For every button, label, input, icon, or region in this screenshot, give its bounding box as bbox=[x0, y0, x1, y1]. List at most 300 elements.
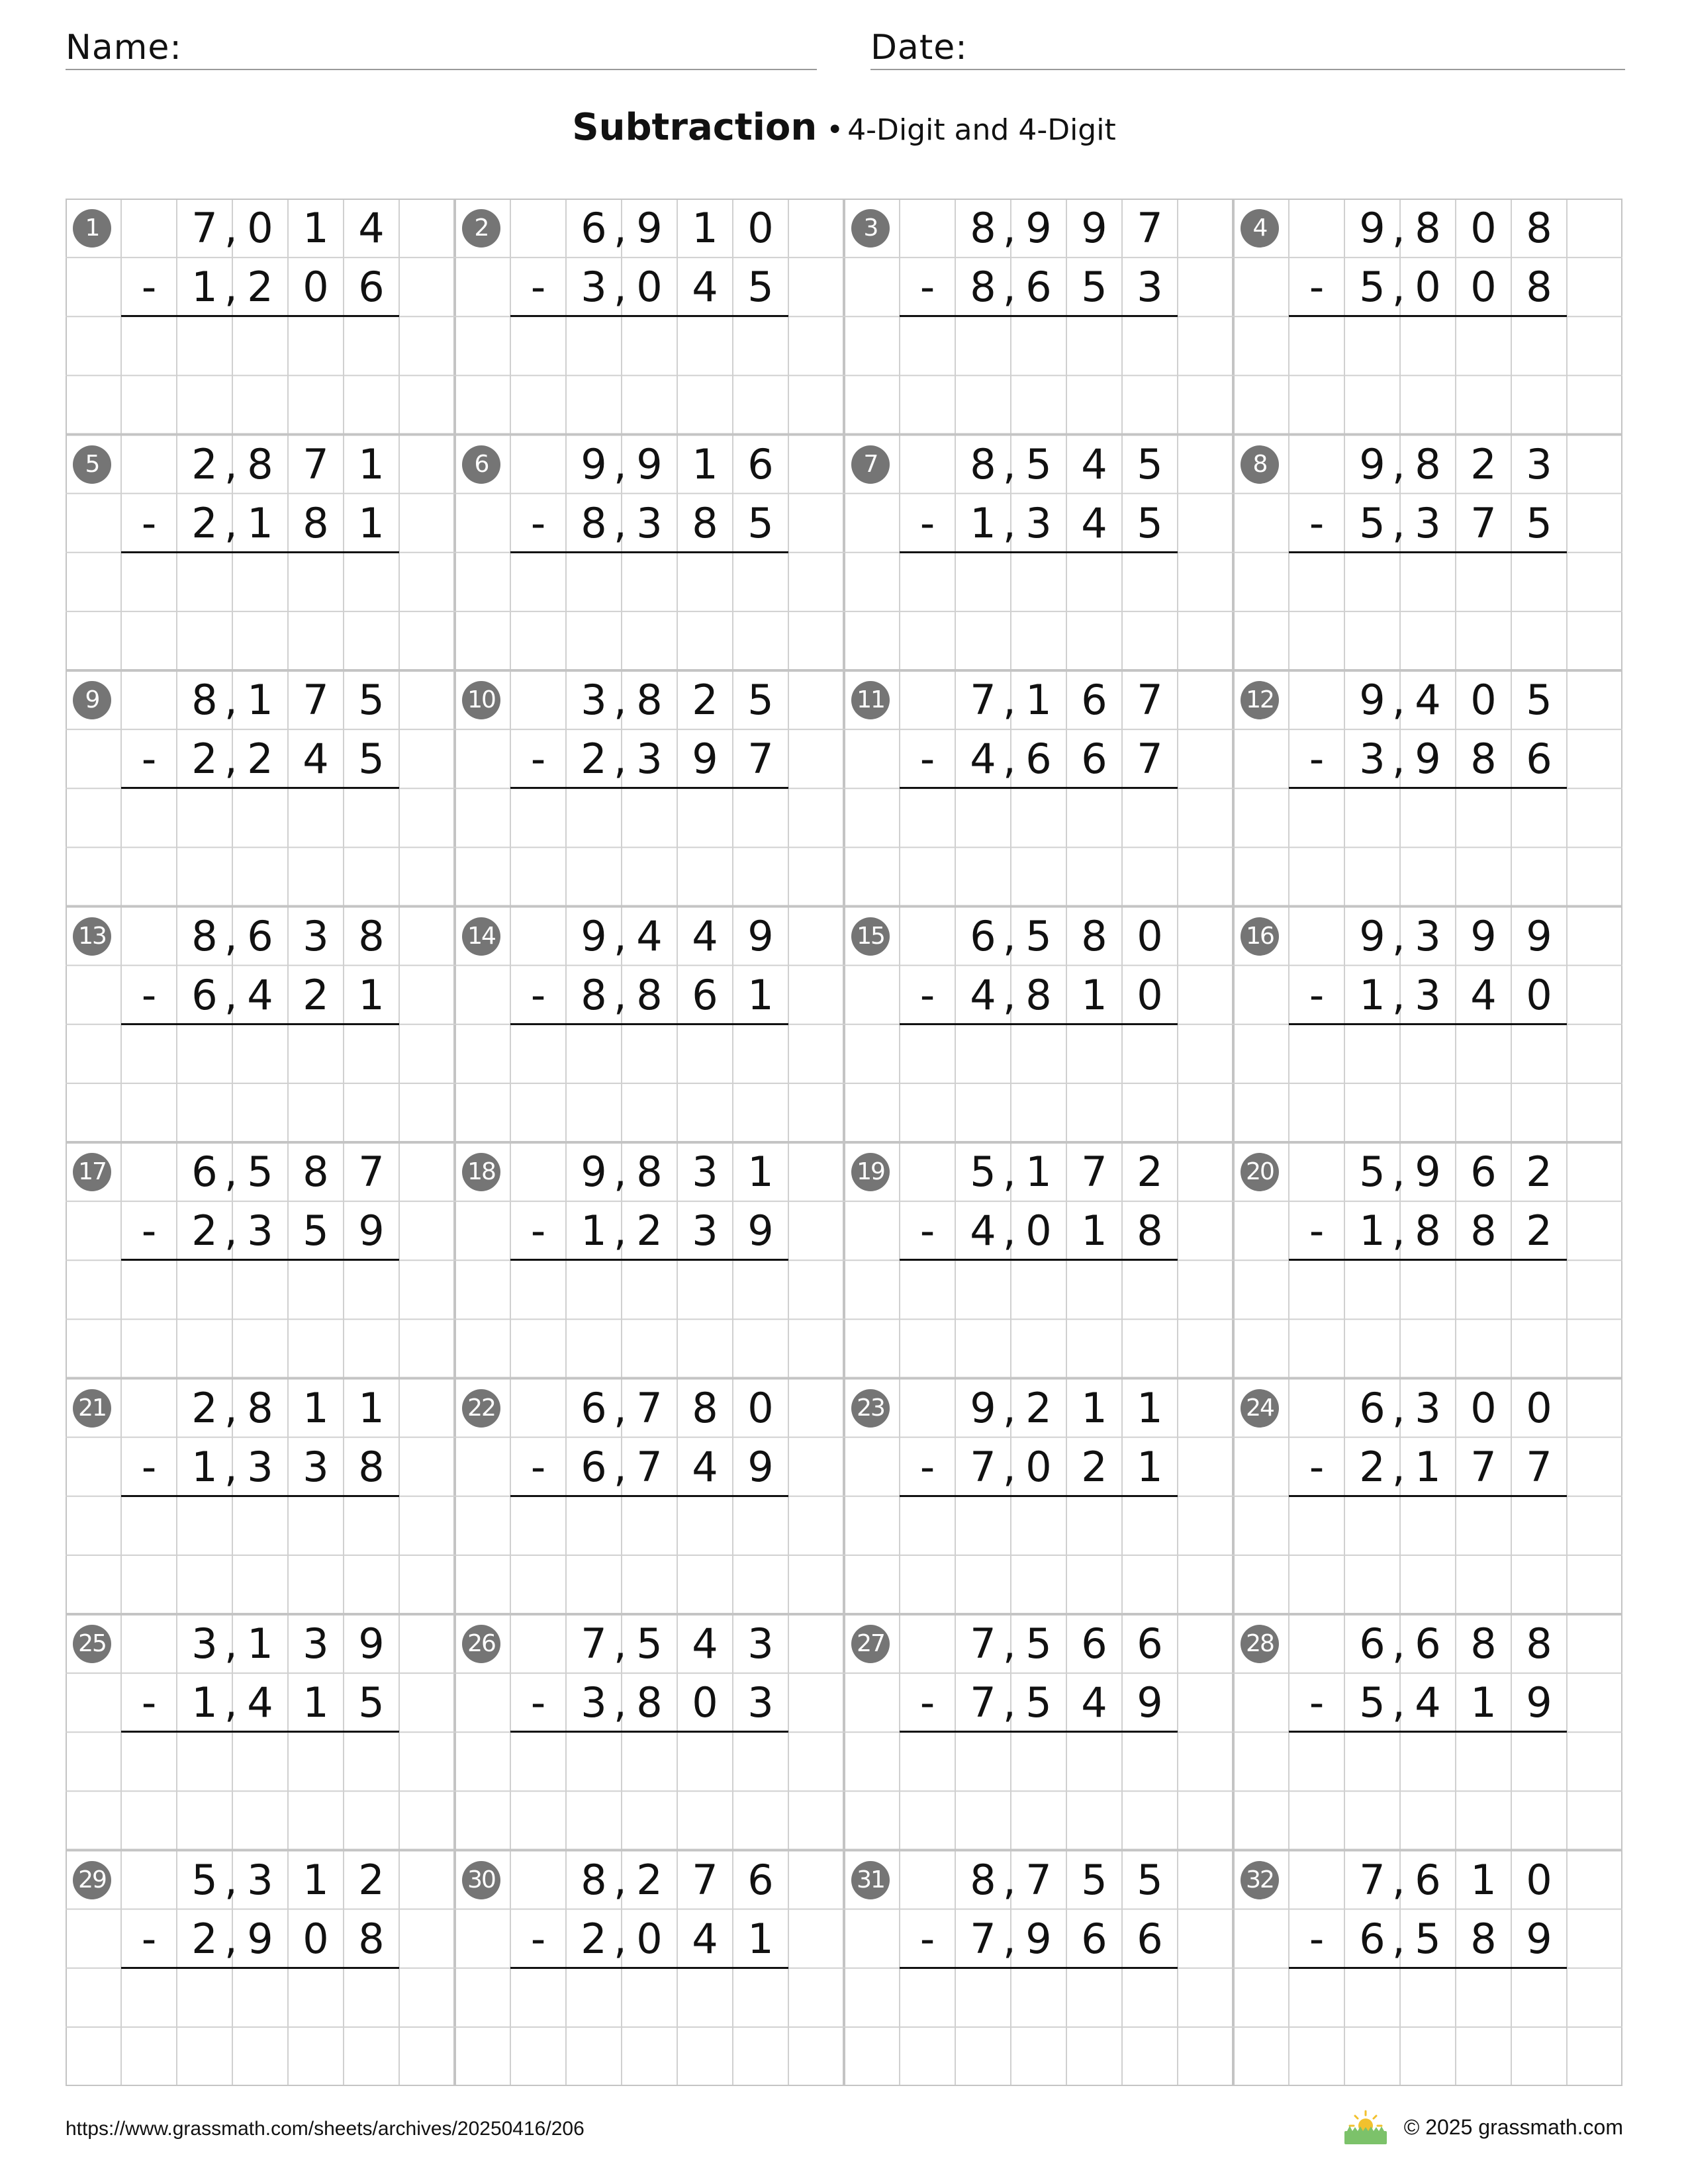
digit: 3 bbox=[1415, 1383, 1441, 1432]
title-row bbox=[0, 106, 1688, 149]
minus-sign: - bbox=[141, 1914, 157, 1963]
problem-number-badge: 14 bbox=[462, 917, 500, 956]
problem-number-badge: 22 bbox=[462, 1389, 500, 1428]
minus-sign: - bbox=[1309, 970, 1325, 1019]
digit: 8 bbox=[1470, 1914, 1497, 1963]
digit: 5 bbox=[1359, 1148, 1385, 1196]
thousands-comma: , bbox=[1392, 498, 1405, 547]
digit: 8 bbox=[970, 263, 996, 311]
copyright-text: © 2025 grassmath.com bbox=[1403, 2115, 1623, 2139]
problem-number-badge: 3 bbox=[851, 209, 890, 248]
thousands-comma: , bbox=[1003, 1442, 1016, 1491]
digit: 5 bbox=[1025, 1619, 1052, 1668]
digit: 8 bbox=[1415, 439, 1441, 488]
digit: 4 bbox=[247, 1678, 273, 1727]
thousands-comma: , bbox=[614, 439, 627, 488]
digit: 8 bbox=[1415, 1206, 1441, 1255]
digit: 0 bbox=[1137, 911, 1163, 960]
minus-sign: - bbox=[919, 970, 935, 1019]
digit: 2 bbox=[692, 676, 718, 724]
minus-sign: - bbox=[1309, 1442, 1325, 1491]
digit: 1 bbox=[1081, 970, 1107, 1019]
thousands-comma: , bbox=[1003, 735, 1016, 783]
digit: 2 bbox=[636, 1855, 663, 1904]
digit: 3 bbox=[636, 498, 663, 547]
digit: 9 bbox=[636, 204, 663, 252]
digit: 6 bbox=[1359, 1619, 1385, 1668]
digit: 3 bbox=[692, 1148, 718, 1196]
digit: 3 bbox=[1415, 911, 1441, 960]
digit: 8 bbox=[636, 1148, 663, 1196]
digit: 3 bbox=[303, 911, 329, 960]
digit: 4 bbox=[692, 263, 718, 311]
digit: 8 bbox=[358, 911, 385, 960]
digit: 6 bbox=[692, 970, 718, 1019]
digit: 5 bbox=[191, 1855, 218, 1904]
digit: 6 bbox=[1081, 676, 1107, 724]
digit: 2 bbox=[191, 1206, 218, 1255]
digit: 6 bbox=[1415, 1855, 1441, 1904]
digit: 8 bbox=[247, 439, 273, 488]
digit: 5 bbox=[1415, 1914, 1441, 1963]
date-label: Date: bbox=[870, 28, 968, 68]
answer-line bbox=[1289, 1023, 1567, 1025]
digit: 3 bbox=[747, 1619, 774, 1668]
digit: 8 bbox=[1470, 735, 1497, 783]
problem-22 bbox=[455, 1379, 844, 1614]
answer-line bbox=[900, 1495, 1178, 1497]
digit: 6 bbox=[1137, 1619, 1163, 1668]
digit: 2 bbox=[191, 498, 218, 547]
digit: 2 bbox=[1526, 1148, 1552, 1196]
digit: 7 bbox=[1526, 1442, 1552, 1491]
digit: 9 bbox=[1526, 911, 1552, 960]
digit: 2 bbox=[303, 970, 329, 1019]
digit: 7 bbox=[1025, 1855, 1052, 1904]
answer-line bbox=[900, 787, 1178, 789]
digit: 9 bbox=[1081, 204, 1107, 252]
digit: 1 bbox=[358, 970, 385, 1019]
digit: 1 bbox=[191, 263, 218, 311]
minus-sign: - bbox=[141, 735, 157, 783]
digit: 5 bbox=[1526, 498, 1552, 547]
problem-25 bbox=[66, 1614, 455, 1850]
digit: 9 bbox=[581, 911, 607, 960]
digit: 5 bbox=[1137, 439, 1163, 488]
digit: 5 bbox=[1359, 1678, 1385, 1727]
thousands-comma: , bbox=[1392, 911, 1405, 960]
problem-19 bbox=[844, 1142, 1233, 1378]
digit: 0 bbox=[1526, 970, 1552, 1019]
digit: 6 bbox=[191, 970, 218, 1019]
minus-sign: - bbox=[919, 1206, 935, 1255]
problem-15 bbox=[844, 907, 1233, 1142]
digit: 0 bbox=[1470, 676, 1497, 724]
thousands-comma: , bbox=[1003, 204, 1016, 252]
digit: 7 bbox=[1470, 1442, 1497, 1491]
digit: 1 bbox=[581, 1206, 607, 1255]
digit: 9 bbox=[358, 1206, 385, 1255]
digit: 3 bbox=[303, 1619, 329, 1668]
digit: 8 bbox=[191, 911, 218, 960]
digit: 3 bbox=[1415, 970, 1441, 1019]
answer-line bbox=[121, 1259, 399, 1261]
minus-sign: - bbox=[530, 970, 546, 1019]
digit: 0 bbox=[1470, 263, 1497, 311]
digit: 5 bbox=[358, 1678, 385, 1727]
digit: 4 bbox=[692, 1619, 718, 1668]
problem-2 bbox=[455, 199, 844, 434]
problem-1 bbox=[66, 199, 455, 434]
thousands-comma: , bbox=[614, 204, 627, 252]
digit: 7 bbox=[358, 1148, 385, 1196]
thousands-comma: , bbox=[1392, 1619, 1405, 1668]
digit: 5 bbox=[747, 263, 774, 311]
digit: 9 bbox=[1359, 439, 1385, 488]
digit: 3 bbox=[581, 1678, 607, 1727]
digit: 3 bbox=[247, 1442, 273, 1491]
digit: 6 bbox=[1526, 735, 1552, 783]
minus-sign: - bbox=[141, 970, 157, 1019]
digit: 3 bbox=[303, 1442, 329, 1491]
digit: 0 bbox=[1137, 970, 1163, 1019]
answer-line bbox=[121, 787, 399, 789]
thousands-comma: , bbox=[224, 1914, 238, 1963]
digit: 5 bbox=[358, 676, 385, 724]
problem-number-badge: 8 bbox=[1241, 445, 1279, 484]
digit: 2 bbox=[191, 735, 218, 783]
footer-url: https://www.grassmath.com/sheets/archives/20250416/206 bbox=[66, 2118, 585, 2140]
digit: 8 bbox=[303, 1148, 329, 1196]
digit: 1 bbox=[970, 498, 996, 547]
digit: 8 bbox=[1526, 263, 1552, 311]
digit: 9 bbox=[1137, 1678, 1163, 1727]
digit: 5 bbox=[1359, 498, 1385, 547]
minus-sign: - bbox=[919, 1914, 935, 1963]
minus-sign: - bbox=[141, 263, 157, 311]
digit: 6 bbox=[247, 911, 273, 960]
digit: 4 bbox=[1081, 439, 1107, 488]
answer-line bbox=[900, 1259, 1178, 1261]
problem-number-badge: 6 bbox=[462, 445, 500, 484]
problem-number-badge: 27 bbox=[851, 1625, 890, 1663]
thousands-comma: , bbox=[1003, 1855, 1016, 1904]
digit: 0 bbox=[636, 263, 663, 311]
minus-sign: - bbox=[530, 1678, 546, 1727]
thousands-comma: , bbox=[1392, 1442, 1405, 1491]
problem-26 bbox=[455, 1614, 844, 1850]
digit: 9 bbox=[747, 911, 774, 960]
thousands-comma: , bbox=[224, 735, 238, 783]
digit: 8 bbox=[247, 1383, 273, 1432]
digit: 4 bbox=[1081, 498, 1107, 547]
thousands-comma: , bbox=[614, 1442, 627, 1491]
digit: 2 bbox=[1526, 1206, 1552, 1255]
digit: 0 bbox=[747, 204, 774, 252]
thousands-comma: , bbox=[1003, 970, 1016, 1019]
minus-sign: - bbox=[919, 498, 935, 547]
digit: 6 bbox=[1137, 1914, 1163, 1963]
digit: 7 bbox=[1137, 676, 1163, 724]
digit: 7 bbox=[970, 1619, 996, 1668]
minus-sign: - bbox=[141, 498, 157, 547]
problem-number-badge: 4 bbox=[1241, 209, 1279, 248]
digit: 0 bbox=[1025, 1442, 1052, 1491]
problem-number-badge: 12 bbox=[1241, 681, 1279, 719]
digit: 8 bbox=[1081, 911, 1107, 960]
digit: 3 bbox=[636, 735, 663, 783]
thousands-comma: , bbox=[224, 1442, 238, 1491]
answer-line bbox=[121, 1023, 399, 1025]
minus-sign: - bbox=[919, 1678, 935, 1727]
digit: 8 bbox=[636, 1678, 663, 1727]
digit: 1 bbox=[303, 1855, 329, 1904]
digit: 6 bbox=[358, 263, 385, 311]
digit: 1 bbox=[1081, 1206, 1107, 1255]
answer-line bbox=[510, 1259, 788, 1261]
thousands-comma: , bbox=[224, 911, 238, 960]
minus-sign: - bbox=[141, 1442, 157, 1491]
digit: 0 bbox=[692, 1678, 718, 1727]
digit: 1 bbox=[303, 1383, 329, 1432]
digit: 9 bbox=[1025, 1914, 1052, 1963]
answer-line bbox=[1289, 1731, 1567, 1733]
minus-sign: - bbox=[1309, 1206, 1325, 1255]
digit: 1 bbox=[1025, 1148, 1052, 1196]
digit: 3 bbox=[581, 676, 607, 724]
footer-brand bbox=[1342, 2109, 1623, 2146]
digit: 9 bbox=[1359, 911, 1385, 960]
problem-16 bbox=[1233, 907, 1622, 1142]
digit: 1 bbox=[358, 498, 385, 547]
thousands-comma: , bbox=[614, 498, 627, 547]
digit: 1 bbox=[1359, 970, 1385, 1019]
thousands-comma: , bbox=[1392, 1678, 1405, 1727]
digit: 1 bbox=[747, 970, 774, 1019]
digit: 2 bbox=[1025, 1383, 1052, 1432]
problem-number-badge: 32 bbox=[1241, 1861, 1279, 1899]
minus-sign: - bbox=[530, 498, 546, 547]
thousands-comma: , bbox=[1392, 735, 1405, 783]
answer-line bbox=[900, 551, 1178, 553]
digit: 1 bbox=[1359, 1206, 1385, 1255]
digit: 7 bbox=[1137, 735, 1163, 783]
thousands-comma: , bbox=[1003, 1678, 1016, 1727]
digit: 4 bbox=[303, 735, 329, 783]
digit: 9 bbox=[970, 1383, 996, 1432]
thousands-comma: , bbox=[224, 970, 238, 1019]
answer-line bbox=[1289, 1967, 1567, 1969]
problem-number-badge: 30 bbox=[462, 1861, 500, 1899]
thousands-comma: , bbox=[1392, 1855, 1405, 1904]
problem-20 bbox=[1233, 1142, 1622, 1378]
digit: 8 bbox=[1025, 970, 1052, 1019]
digit: 9 bbox=[1359, 676, 1385, 724]
digit: 5 bbox=[1025, 911, 1052, 960]
digit: 2 bbox=[247, 263, 273, 311]
problem-number-badge: 9 bbox=[73, 681, 111, 719]
minus-sign: - bbox=[530, 1442, 546, 1491]
digit: 6 bbox=[1359, 1383, 1385, 1432]
name-field[interactable] bbox=[66, 26, 817, 70]
digit: 3 bbox=[1415, 498, 1441, 547]
digit: 1 bbox=[1137, 1442, 1163, 1491]
thousands-comma: , bbox=[1392, 1148, 1405, 1196]
digit: 4 bbox=[692, 1914, 718, 1963]
digit: 7 bbox=[581, 1619, 607, 1668]
digit: 0 bbox=[303, 263, 329, 311]
digit: 4 bbox=[970, 970, 996, 1019]
digit: 6 bbox=[581, 204, 607, 252]
thousands-comma: , bbox=[224, 263, 238, 311]
problem-number-badge: 31 bbox=[851, 1861, 890, 1899]
minus-sign: - bbox=[141, 1206, 157, 1255]
digit: 5 bbox=[1359, 263, 1385, 311]
problem-number-badge: 7 bbox=[851, 445, 890, 484]
digit: 0 bbox=[636, 1914, 663, 1963]
digit: 1 bbox=[1137, 1383, 1163, 1432]
digit: 3 bbox=[1359, 735, 1385, 783]
digit: 2 bbox=[1137, 1148, 1163, 1196]
answer-line bbox=[510, 1731, 788, 1733]
digit: 6 bbox=[747, 439, 774, 488]
digit: 8 bbox=[1526, 204, 1552, 252]
digit: 1 bbox=[358, 439, 385, 488]
thousands-comma: , bbox=[614, 1678, 627, 1727]
digit: 0 bbox=[303, 1914, 329, 1963]
digit: 6 bbox=[747, 1855, 774, 1904]
digit: 6 bbox=[1081, 735, 1107, 783]
digit: 8 bbox=[1137, 1206, 1163, 1255]
digit: 3 bbox=[747, 1678, 774, 1727]
digit: 0 bbox=[1470, 204, 1497, 252]
digit: 9 bbox=[1415, 1148, 1441, 1196]
answer-line bbox=[121, 1731, 399, 1733]
digit: 1 bbox=[303, 1678, 329, 1727]
digit: 3 bbox=[581, 263, 607, 311]
digit: 8 bbox=[581, 498, 607, 547]
digit: 6 bbox=[581, 1442, 607, 1491]
minus-sign: - bbox=[530, 735, 546, 783]
answer-line bbox=[510, 1023, 788, 1025]
digit: 7 bbox=[191, 204, 218, 252]
thousands-comma: , bbox=[1392, 263, 1405, 311]
problem-21 bbox=[66, 1379, 455, 1614]
worksheet-subtitle: 4-Digit and 4-Digit bbox=[847, 113, 1116, 147]
thousands-comma: , bbox=[1392, 1914, 1405, 1963]
problem-8 bbox=[1233, 435, 1622, 670]
thousands-comma: , bbox=[1392, 1383, 1405, 1432]
name-label: Name: bbox=[66, 28, 182, 68]
answer-line bbox=[121, 1967, 399, 1969]
digit: 4 bbox=[1415, 1678, 1441, 1727]
digit: 9 bbox=[581, 1148, 607, 1196]
digit: 7 bbox=[303, 676, 329, 724]
digit: 6 bbox=[1470, 1148, 1497, 1196]
worksheet-title: Subtraction bbox=[572, 106, 818, 149]
digit: 7 bbox=[1359, 1855, 1385, 1904]
problem-9 bbox=[66, 670, 455, 906]
thousands-comma: , bbox=[224, 204, 238, 252]
title-separator: • bbox=[826, 113, 844, 147]
digit: 1 bbox=[191, 1442, 218, 1491]
digit: 9 bbox=[1359, 204, 1385, 252]
digit: 9 bbox=[636, 439, 663, 488]
answer-line bbox=[121, 1495, 399, 1497]
digit: 6 bbox=[970, 911, 996, 960]
thousands-comma: , bbox=[1003, 439, 1016, 488]
digit: 1 bbox=[747, 1914, 774, 1963]
minus-sign: - bbox=[530, 1206, 546, 1255]
digit: 0 bbox=[1415, 263, 1441, 311]
digit: 3 bbox=[1526, 439, 1552, 488]
digit: 1 bbox=[1025, 676, 1052, 724]
answer-line bbox=[121, 315, 399, 317]
answer-line bbox=[900, 1967, 1178, 1969]
answer-line bbox=[1289, 787, 1567, 789]
problem-18 bbox=[455, 1142, 844, 1378]
thousands-comma: , bbox=[1003, 1148, 1016, 1196]
digit: 7 bbox=[970, 1678, 996, 1727]
digit: 0 bbox=[1526, 1383, 1552, 1432]
digit: 0 bbox=[1470, 1383, 1497, 1432]
digit: 1 bbox=[247, 1619, 273, 1668]
date-field[interactable] bbox=[870, 26, 1625, 70]
thousands-comma: , bbox=[614, 911, 627, 960]
digit: 7 bbox=[970, 676, 996, 724]
problem-number-badge: 1 bbox=[73, 209, 111, 248]
digit: 4 bbox=[970, 735, 996, 783]
digit: 8 bbox=[1470, 1206, 1497, 1255]
digit: 5 bbox=[747, 676, 774, 724]
thousands-comma: , bbox=[614, 263, 627, 311]
digit: 3 bbox=[692, 1206, 718, 1255]
digit: 1 bbox=[747, 1148, 774, 1196]
digit: 1 bbox=[692, 204, 718, 252]
digit: 1 bbox=[358, 1383, 385, 1432]
problem-number-badge: 10 bbox=[462, 681, 500, 719]
digit: 5 bbox=[1025, 1678, 1052, 1727]
minus-sign: - bbox=[1309, 498, 1325, 547]
thousands-comma: , bbox=[224, 1383, 238, 1432]
problem-number-badge: 18 bbox=[462, 1153, 500, 1191]
digit: 4 bbox=[970, 1206, 996, 1255]
digit: 2 bbox=[1081, 1442, 1107, 1491]
minus-sign: - bbox=[919, 735, 935, 783]
digit: 0 bbox=[247, 204, 273, 252]
thousands-comma: , bbox=[1003, 676, 1016, 724]
digit: 1 bbox=[303, 204, 329, 252]
problem-11 bbox=[844, 670, 1233, 906]
digit: 2 bbox=[581, 735, 607, 783]
digit: 8 bbox=[1415, 204, 1441, 252]
thousands-comma: , bbox=[224, 498, 238, 547]
thousands-comma: , bbox=[614, 1383, 627, 1432]
problem-number-badge: 13 bbox=[73, 917, 111, 956]
digit: 7 bbox=[970, 1442, 996, 1491]
digit: 5 bbox=[1137, 498, 1163, 547]
digit: 8 bbox=[1526, 1619, 1552, 1668]
digit: 2 bbox=[191, 1914, 218, 1963]
digit: 2 bbox=[636, 1206, 663, 1255]
problem-number-badge: 15 bbox=[851, 917, 890, 956]
digit: 7 bbox=[636, 1383, 663, 1432]
thousands-comma: , bbox=[614, 735, 627, 783]
thousands-comma: , bbox=[1392, 676, 1405, 724]
problem-number-badge: 23 bbox=[851, 1389, 890, 1428]
digit: 8 bbox=[1470, 1619, 1497, 1668]
minus-sign: - bbox=[919, 263, 935, 311]
